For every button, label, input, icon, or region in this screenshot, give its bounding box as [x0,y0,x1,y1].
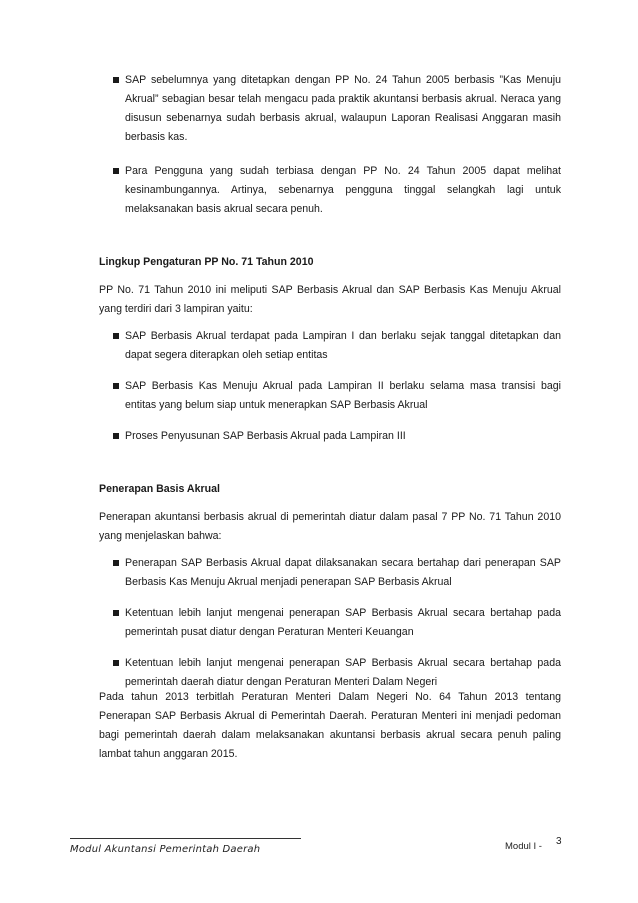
bullet-text: SAP sebelumnya yang ditetapkan dengan PP No. 24 Tahun 2005 berbasis ”Kas Menuju Akrual” sebagian besar telah mengacu pada praktik akuntansi berbasis akrual. Neraca yang disusun sebenarnya sudah berbasis akrual, walaupun Laporan Realisasi Anggaran masih berbasis kas. [125,74,561,143]
square-bullet-icon [113,383,119,389]
bullet-text: Ketentuan lebih lanjut mengenai penerapan SAP Berbasis Akrual secara bertahap pada pemerintah daerah diatur dengan Peraturan Menteri Dalam Negeri [125,657,561,688]
bullet-item [99,554,561,592]
bullet-text: Penerapan SAP Berbasis Akrual dapat dilaksanakan secara bertahap dari penerapan SAP Berbasis Kas Menuju Akrual menjadi penerapan SAP Berbasis Akrual [125,557,561,588]
section-paragraph: PP No. 71 Tahun 2010 ini meliputi SAP Berbasis Akrual dan SAP Berbasis Kas Menuju Akrual yang terdiri dari 3 lampiran yaitu: [99,284,561,315]
bullet-item [99,604,561,642]
footer-module-label: Modul I - [505,841,542,852]
bullet-item [99,377,561,415]
penerapan-bullet-list [99,554,561,692]
bullet-item [99,427,561,446]
square-bullet-icon [113,660,119,666]
footer-divider [70,838,301,839]
square-bullet-icon [113,610,119,616]
lampiran-bullet-list [99,327,561,446]
footer-module-title: Modul Akuntansi Pemerintah Daerah [70,844,261,855]
bullet-text: SAP Berbasis Akrual terdapat pada Lampiran I dan berlaku sejak tanggal ditetapkan dan dapat segera diterapkan oleh setiap entitas [125,330,561,361]
square-bullet-icon [113,168,119,174]
section-heading: Penerapan Basis Akrual [99,483,220,495]
footer-page-number: 3 [556,836,562,847]
square-bullet-icon [113,560,119,566]
bullet-item [99,71,561,147]
square-bullet-icon [113,433,119,439]
section-heading: Lingkup Pengaturan PP No. 71 Tahun 2010 [99,256,314,268]
closing-paragraph: Pada tahun 2013 terbitlah Peraturan Menteri Dalam Negeri No. 64 Tahun 2013 tentang Penerapan SAP Berbasis Akrual di Pemerintah Daerah. Peraturan Menteri ini menjadi pedoman bagi pemerintah daerah dalam melaksanakan akuntansi berbasis akrual secara penuh paling lambat tahun anggaran 2015. [99,691,561,760]
bullet-text: Ketentuan lebih lanjut mengenai penerapan SAP Berbasis Akrual secara bertahap pada pemerintah pusat diatur dengan Peraturan Menteri Keuangan [125,607,561,638]
square-bullet-icon [113,77,119,83]
bullet-item [99,327,561,365]
bullet-text: Para Pengguna yang sudah terbiasa dengan PP No. 24 Tahun 2005 dapat melihat kesinambungannya. Artinya, sebenarnya pengguna tinggal selangkah lagi untuk melaksanakan basis akrual secara penuh. [125,165,561,215]
section-paragraph: Penerapan akuntansi berbasis akrual di pemerintah diatur dalam pasal 7 PP No. 71 Tahun 2010 yang menjelaskan bahwa: [99,511,561,542]
bullet-item [99,654,561,692]
intro-bullet-list [99,71,561,219]
square-bullet-icon [113,333,119,339]
bullet-text: Proses Penyusunan SAP Berbasis Akrual pada Lampiran III [125,430,406,442]
bullet-text: SAP Berbasis Kas Menuju Akrual pada Lampiran II berlaku selama masa transisi bagi entitas yang belum siap untuk menerapkan SAP Berbasis Akrual [125,380,561,411]
bullet-item [99,162,561,219]
